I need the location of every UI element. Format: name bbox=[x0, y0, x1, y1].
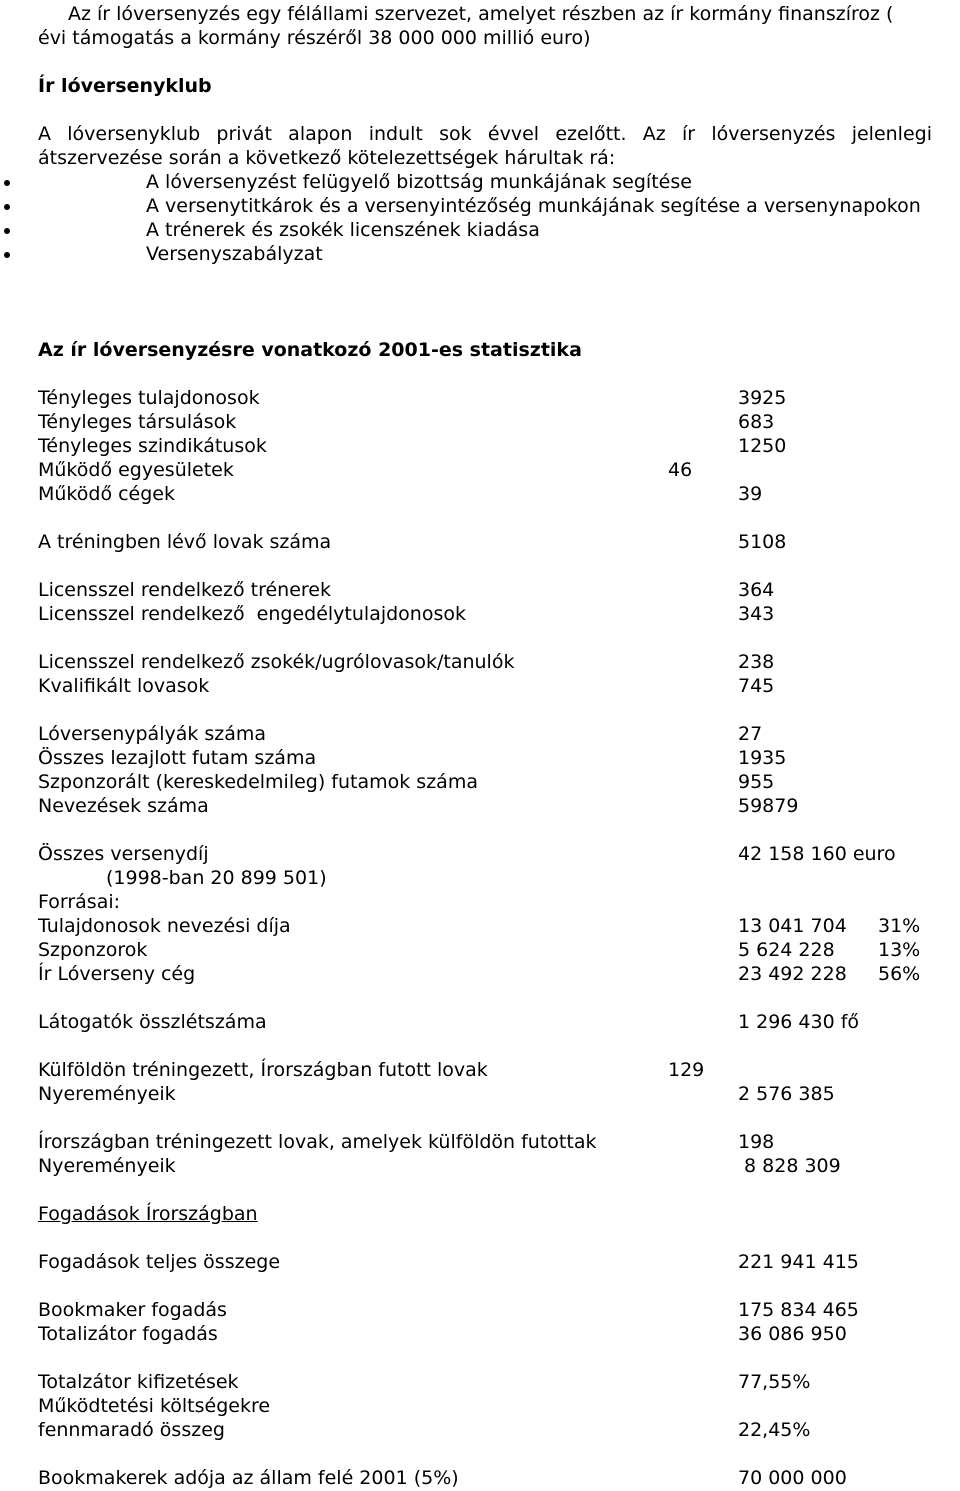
bullet-item: A trénerek és zsokék licenszének kiadása bbox=[146, 219, 540, 241]
tax-value: 70 000 000 bbox=[738, 1467, 847, 1489]
intro-line-2: évi támogatás a kormány részéről 38 000 000 millió euro) bbox=[38, 27, 591, 49]
bullet-item: A versenytitkárok és a versenyintézőség munkájának segítése a versenynapokon bbox=[146, 195, 921, 217]
source-value: 13 041 704 bbox=[738, 915, 847, 937]
stat-value: 364 bbox=[738, 579, 775, 601]
stat-label: Működő egyesületek bbox=[38, 459, 234, 481]
club-heading: Ír lóversenyklub bbox=[38, 75, 212, 97]
stat-value: 955 bbox=[738, 771, 775, 793]
stat-label: Összes versenydíj bbox=[38, 843, 209, 865]
stat-label: Tényleges szindikátusok bbox=[38, 435, 267, 457]
stat-label: Licensszel rendelkező trénerek bbox=[38, 579, 331, 601]
stat-label: Licensszel rendelkező engedélytulajdonosok bbox=[38, 603, 466, 625]
source-label: Tulajdonosok nevezési díja bbox=[38, 915, 291, 937]
bet-total-label: Fogadások teljes összege bbox=[38, 1251, 281, 1273]
stat-value: 59879 bbox=[738, 795, 799, 817]
ops-label-line-1: Működtetési költségekre bbox=[38, 1395, 271, 1417]
stat-value: 39 bbox=[738, 483, 763, 505]
source-value: 5 624 228 bbox=[738, 939, 835, 961]
stat-label: Licensszel rendelkező zsokék/ugrólovasok/tanulók bbox=[38, 651, 515, 673]
bookmaker-label: Bookmaker fogadás bbox=[38, 1299, 227, 1321]
stat-label: Tényleges társulások bbox=[38, 411, 237, 433]
stat-value: 745 bbox=[738, 675, 775, 697]
tote-label: Totalizátor fogadás bbox=[38, 1323, 218, 1345]
home-horses-value: 198 bbox=[738, 1131, 775, 1153]
payout-label: Totalzátor kifizetések bbox=[38, 1371, 239, 1393]
stat-label: Kvalifikált lovasok bbox=[38, 675, 210, 697]
visitors-value: 1 296 430 fő bbox=[738, 1011, 860, 1033]
stats-heading: Az ír lóversenyzésre vonatkozó 2001-es statisztika bbox=[38, 339, 582, 361]
source-label: Ír Lóverseny cég bbox=[38, 963, 196, 985]
stat-value: 5108 bbox=[738, 531, 787, 553]
bullet-item: A lóversenyzést felügyelő bizottság munkájának segítése bbox=[146, 171, 692, 193]
stat-value: 42 158 160 euro bbox=[738, 843, 896, 865]
abroad-winnings-value: 2 576 385 bbox=[738, 1083, 835, 1105]
stat-value: 343 bbox=[738, 603, 775, 625]
source-label: Szponzorok bbox=[38, 939, 148, 961]
stat-label: Összes lezajlott futam száma bbox=[38, 747, 317, 769]
source-value: 23 492 228 bbox=[738, 963, 847, 985]
intro-line-1: Az ír lóversenyzés egy félállami szervezet, amelyet részben az ír kormány finanszíroz ( bbox=[68, 3, 894, 25]
abroad-winnings-label: Nyereményeik bbox=[38, 1083, 176, 1105]
home-winnings-label: Nyereményeik bbox=[38, 1155, 176, 1177]
bullet-icon bbox=[4, 228, 10, 234]
bullet-item: Versenyszabályzat bbox=[146, 243, 323, 265]
bullet-icon bbox=[4, 252, 10, 258]
abroad-horses-value: 129 bbox=[668, 1059, 705, 1081]
tote-value: 36 086 950 bbox=[738, 1323, 847, 1345]
source-percent: 13% bbox=[878, 939, 921, 961]
betting-heading: Fogadások Írországban bbox=[38, 1203, 258, 1225]
tax-label: Bookmakerek adója az állam felé 2001 (5%) bbox=[38, 1467, 459, 1489]
bet-total-value: 221 941 415 bbox=[738, 1251, 859, 1273]
stat-label: A tréningben lévő lovak száma bbox=[38, 531, 332, 553]
club-paragraph-line-1: A lóversenyklub privát alapon indult sok évvel ezelőtt. Az ír lóversenyzés jelenlegi bbox=[38, 123, 932, 145]
stat-value: 1935 bbox=[738, 747, 787, 769]
stat-value: 1250 bbox=[738, 435, 787, 457]
prize-1998-note: (1998-ban 20 899 501) bbox=[106, 867, 327, 889]
sources-label: Forrásai: bbox=[38, 891, 121, 913]
visitors-label: Látogatók összlétszáma bbox=[38, 1011, 267, 1033]
stat-value: 27 bbox=[738, 723, 763, 745]
ops-label-line-2: fennmaradó összeg bbox=[38, 1419, 225, 1441]
abroad-horses-label: Külföldön tréningezett, Írországban futott lovak bbox=[38, 1059, 488, 1081]
home-horses-label: Írországban tréningezett lovak, amelyek külföldön futottak bbox=[38, 1131, 597, 1153]
home-winnings-value: 8 828 309 bbox=[738, 1155, 841, 1177]
source-percent: 56% bbox=[878, 963, 921, 985]
ops-value: 22,45% bbox=[738, 1419, 811, 1441]
stat-label: Tényleges tulajdonosok bbox=[38, 387, 260, 409]
bullet-icon bbox=[4, 204, 10, 210]
stat-value: 238 bbox=[738, 651, 775, 673]
bullet-icon bbox=[4, 180, 10, 186]
stat-label: Működő cégek bbox=[38, 483, 175, 505]
stat-label: Nevezések száma bbox=[38, 795, 209, 817]
club-paragraph-line-2: átszervezése során a következő kötelezettségek hárultak rá: bbox=[38, 147, 616, 169]
stat-label: Lóversenypályák száma bbox=[38, 723, 267, 745]
stat-value: 3925 bbox=[738, 387, 787, 409]
stat-label: Szponzorált (kereskedelmileg) futamok száma bbox=[38, 771, 478, 793]
stat-value: 46 bbox=[668, 459, 693, 481]
bookmaker-value: 175 834 465 bbox=[738, 1299, 859, 1321]
stat-value: 683 bbox=[738, 411, 775, 433]
payout-value: 77,55% bbox=[738, 1371, 811, 1393]
source-percent: 31% bbox=[878, 915, 921, 937]
